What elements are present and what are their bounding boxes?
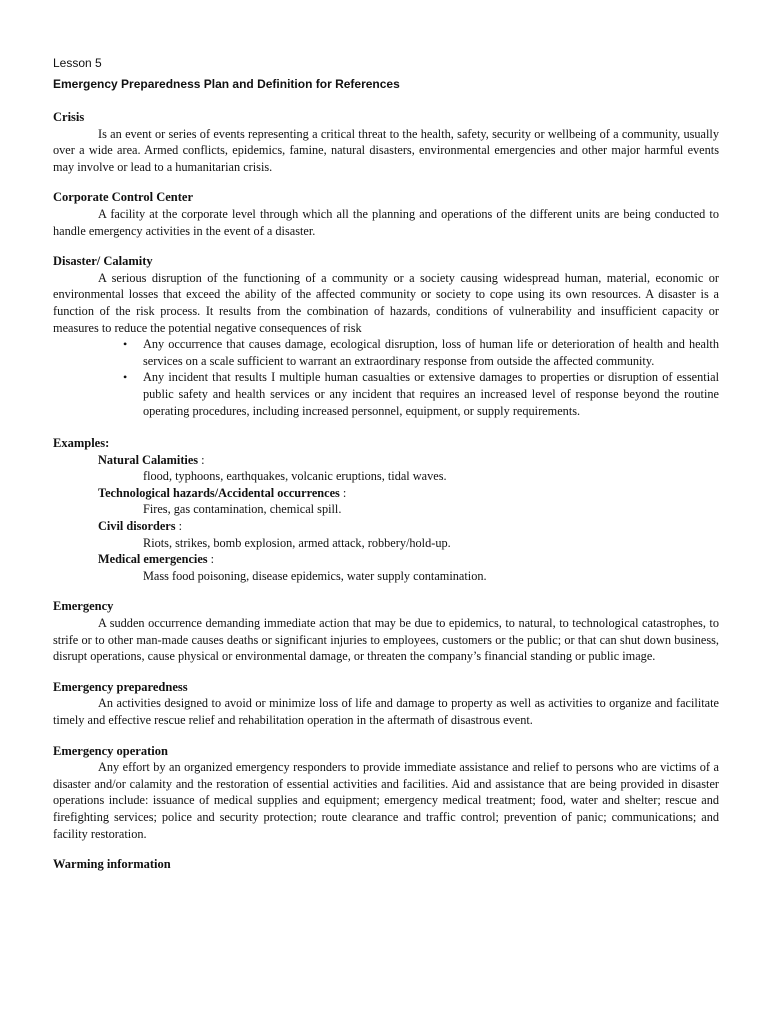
section-emergency bbox=[53, 598, 719, 664]
example-label: Medical emergencies bbox=[98, 552, 208, 567]
section-disaster-calamity bbox=[53, 253, 719, 419]
example-item bbox=[98, 452, 719, 469]
definition-emergency-preparedness: An activities designed to avoid or minimize loss of life and damage to property as well as activities to organize and facilitate timely and effective rescue relief and rehabilitation operation in the aftermath of disastrous event. bbox=[53, 696, 719, 727]
bullet-icon: • bbox=[123, 370, 128, 385]
example-label: Technological hazards/Accidental occurrences bbox=[98, 485, 340, 500]
section-examples bbox=[53, 435, 719, 584]
section-title-emergency: Emergency bbox=[53, 599, 114, 614]
bullet-text: Any occurrence that causes damage, ecological disruption, loss of human life or deterioration of health and health services on a scale sufficient to warrant an extraordinary response from outside the affected community. bbox=[143, 337, 719, 368]
example-label: Civil disorders bbox=[98, 519, 176, 534]
section-title-warming-information: Warming information bbox=[53, 857, 171, 872]
section-warming-information bbox=[53, 856, 719, 873]
example-text: Mass food poisoning, disease epidemics, water supply contamination. bbox=[143, 568, 487, 583]
example-colon: : bbox=[207, 552, 215, 567]
section-title-examples: Examples: bbox=[53, 436, 110, 451]
definition-emergency-operation: Any effort by an organized emergency responders to provide immediate assistance and relief to persons who are victims of a disaster and/or calamity and the restoration of essential activities and facilities. Aid and assistance that are being provided in disaster operations include: issuance of medical supplies and equipment; emergency medical treatment; food, water and shelter; rescue and firefighting services; police and security protection; route clearance and traffic control; prevention of panic; communications; and facility restoration. bbox=[53, 760, 719, 841]
list-item bbox=[123, 336, 719, 369]
section-title-disaster-calamity: Disaster/ Calamity bbox=[53, 254, 153, 269]
example-text: Fires, gas contamination, chemical spill. bbox=[143, 502, 342, 517]
disaster-bullet-list bbox=[53, 336, 719, 419]
section-title-emergency-preparedness: Emergency preparedness bbox=[53, 679, 188, 694]
section-title-emergency-operation: Emergency operation bbox=[53, 743, 168, 758]
example-item bbox=[98, 551, 719, 568]
bullet-icon: • bbox=[123, 337, 128, 352]
definition-emergency: A sudden occurrence demanding immediate action that may be due to epidemics, to natural, to technological catastrophes, to strife or to other man-made causes deaths or significant injuries to employees, customers or the public; or that can shut down business, disrupt operations, cause physical or environmental damage, or threaten the company’s financial standing or public image. bbox=[53, 616, 719, 664]
definition-disaster-calamity: A serious disruption of the functioning of a community or a society causing widespread human, material, economic or environmental losses that exceed the ability of the affected community or society to cope using its own resources. A disaster is a function of the risk process. It results from the combination of hazards, conditions of vulnerability and insufficient capacity or measures to reduce the potential negative consequences of risk bbox=[53, 270, 719, 335]
example-text: Riots, strikes, bomb explosion, armed attack, robbery/hold-up. bbox=[143, 535, 451, 550]
example-item bbox=[98, 518, 719, 535]
document-title: Emergency Preparedness Plan and Definition for References bbox=[53, 77, 400, 91]
example-colon: : bbox=[175, 519, 183, 534]
bullet-text: Any incident that results I multiple human casualties or extensive damages to properties or disruption of essential public safety and health services or any incident that requires an increased level of response beyond the routine operating procedures, including increased personnel, equipment, or supply requirements. bbox=[143, 370, 719, 418]
lesson-label: Lesson 5 bbox=[53, 56, 102, 70]
example-colon: : bbox=[198, 452, 205, 467]
example-label: Natural Calamities bbox=[98, 452, 199, 467]
example-colon: : bbox=[339, 485, 347, 500]
section-title-corporate-control-center: Corporate Control Center bbox=[53, 190, 194, 205]
section-crisis bbox=[53, 109, 719, 175]
section-emergency-operation bbox=[53, 743, 719, 843]
section-corporate-control-center bbox=[53, 189, 719, 239]
example-item bbox=[98, 485, 719, 502]
section-title-crisis: Crisis bbox=[53, 110, 85, 124]
definition-crisis: Is an event or series of events representing a critical threat to the health, safety, security or wellbeing of a community, usually over a wide area. Armed conflicts, epidemics, famine, natural disasters, environmental emergencies and other major harmful events may involve or lead to a humanitarian crisis. bbox=[53, 126, 719, 174]
section-emergency-preparedness bbox=[53, 679, 719, 729]
list-item bbox=[123, 369, 719, 419]
example-text: flood, typhoons, earthquakes, volcanic eruptions, tidal waves. bbox=[143, 469, 447, 484]
definition-corporate-control-center: A facility at the corporate level through which all the planning and operations of the different units are being conducted to handle emergency activities in the event of a disaster. bbox=[53, 206, 719, 238]
